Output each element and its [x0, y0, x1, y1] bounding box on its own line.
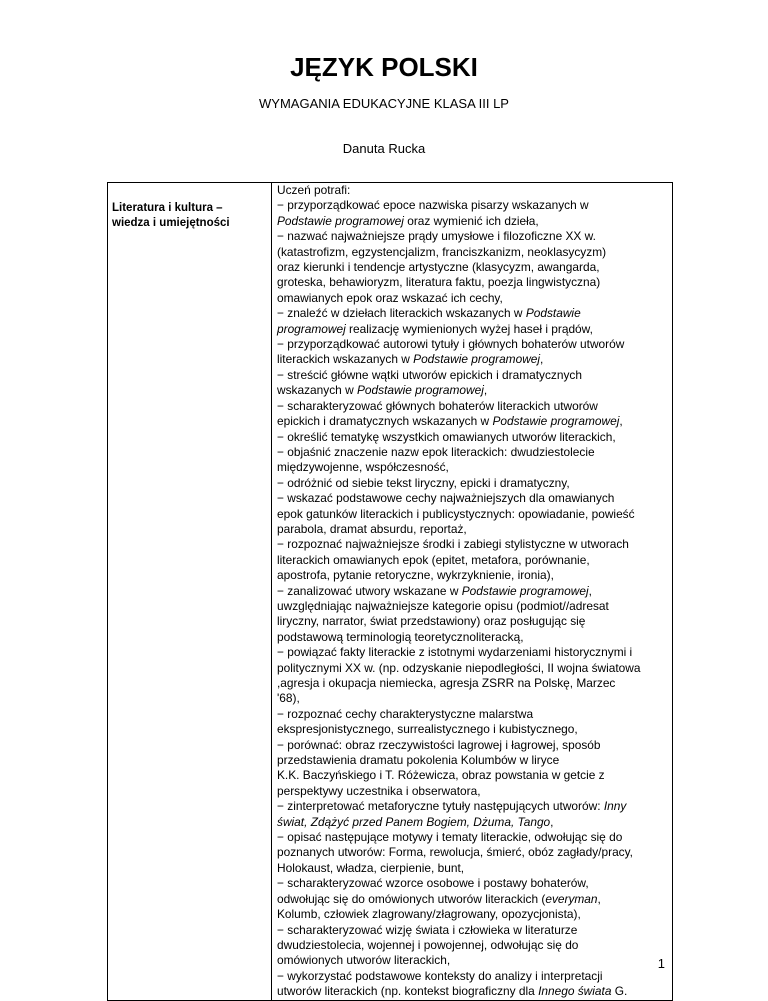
requirement-line: [277, 676, 669, 691]
requirement-line: [277, 753, 669, 768]
text-run: ,: [597, 891, 601, 906]
requirement-line: [277, 815, 669, 830]
text-run: G.: [611, 984, 628, 999]
requirement-line: [277, 322, 669, 337]
text-run: − zanalizować utwory wskazane w: [277, 583, 462, 598]
requirement-line: [277, 368, 669, 383]
requirement-line: [277, 645, 669, 660]
requirement-line: [277, 691, 669, 706]
page-number: 1: [657, 956, 665, 971]
requirement-line: [277, 599, 669, 614]
text-run: − nazwać najważniejsze prądy umysłowe i filozoficzne XX w.: [277, 229, 596, 244]
category-label-line1: Literatura i kultura –: [112, 202, 223, 214]
text-run: − scharakteryzować głównych bohaterów literackich utworów: [277, 398, 598, 413]
text-run: perspektywy uczestnika i obserwatora,: [277, 783, 481, 798]
text-run: poznanych utworów: Forma, rewolucja, śmierć, obóz zagłady/pracy,: [277, 845, 633, 860]
requirement-line: [277, 969, 669, 984]
text-run: − zinterpretować metaforyczne tytuły następujących utworów:: [277, 799, 604, 814]
requirement-line: [277, 537, 669, 552]
italic-text: Podstawie programowej: [461, 583, 589, 598]
text-run: oraz kierunki i tendencje artystyczne (klasycyzm, awangarda,: [277, 260, 600, 275]
text-run: przedstawienia dramatu pokolenia Kolumbów w liryce: [277, 753, 560, 768]
text-run: literackich omawianych epok (epitet, metafora, porównanie,: [277, 552, 590, 567]
text-run: politycznymi XX w. (np. odzyskanie niepodległości, II wojna światowa: [277, 660, 641, 675]
text-run: ,: [540, 352, 544, 367]
requirement-line: [277, 445, 669, 460]
text-run: − opisać następujące motywy i tematy literackie, odwołując się do: [277, 830, 623, 845]
requirement-line: [277, 183, 669, 198]
requirement-line: [277, 784, 669, 799]
requirement-line: [277, 245, 669, 260]
requirement-line: [277, 830, 669, 845]
text-run: − wykorzystać podstawowe konteksty do analizy i interpretacji: [277, 968, 603, 983]
requirement-line: [277, 430, 669, 445]
requirement-line: [277, 553, 669, 568]
text-run: utworów literackich (np. kontekst biograficzny dla: [277, 984, 539, 999]
requirement-line: [277, 938, 669, 953]
text-run: − scharakteryzować wzorce osobowe i postawy bohaterów,: [277, 876, 589, 891]
requirement-line: [277, 953, 669, 968]
requirement-line: [277, 907, 669, 922]
text-run: − przyporządkować autorowi tytuły i głównych bohaterów utworów: [277, 337, 625, 352]
italic-text: Podstawie programowej: [277, 213, 404, 228]
requirement-line: [277, 876, 669, 891]
requirement-line: [277, 722, 669, 737]
table-row: [108, 183, 673, 1001]
requirement-line: [277, 738, 669, 753]
text-run: ,: [483, 383, 488, 398]
text-run: parabola, dramat absurdu, reportaż,: [277, 521, 467, 536]
italic-text: programowej: [277, 321, 346, 336]
requirement-line: [277, 414, 669, 429]
requirements-cell: [272, 183, 673, 1001]
text-run: − przyporządkować epoce nazwiska pisarzy wskazanych w: [277, 198, 589, 213]
text-run: podstawową terminologią teoretycznoliteracką,: [277, 629, 524, 644]
requirement-line: [277, 984, 669, 999]
text-run: (katastrofizm, egzystencjalizm, franciszkanizm, neoklasycyzm): [277, 244, 607, 259]
requirement-line: [277, 892, 669, 907]
requirement-line: [277, 661, 669, 676]
text-run: − rozpoznać najważniejsze środki i zabiegi stylistyczne w utworach: [277, 537, 629, 552]
requirement-line: [277, 507, 669, 522]
text-run: groteska, behawioryzm, literatura faktu, poezja lingwistyczna): [277, 275, 601, 290]
text-run: − scharakteryzować wizję świata i człowieka w literaturze: [277, 922, 578, 937]
italic-text: Podstawie programowej: [356, 383, 484, 398]
text-run: omawianych epok oraz wskazać ich cechy,: [277, 290, 503, 305]
text-run: Uczeń potrafi:: [277, 183, 351, 197]
italic-text: Inny: [603, 799, 627, 814]
text-run: − rozpoznać cechy charakterystyczne malarstwa: [277, 706, 534, 721]
requirement-line: [277, 630, 669, 645]
requirement-line: [277, 460, 669, 475]
text-run: epok gatunków literackich i publicystycznych: opowiadanie, powieść: [277, 506, 635, 521]
document-author: Danuta Rucka: [342, 141, 426, 156]
italic-text: Podstawie programowej: [492, 414, 620, 429]
requirement-line: [277, 923, 669, 938]
italic-text: Podstawie programowej: [413, 352, 541, 367]
requirement-line: [277, 214, 669, 229]
text-run: ,: [588, 583, 592, 598]
text-run: ekspresjonistycznego, surrealistycznego i kubistycznego,: [277, 722, 578, 737]
text-run: epickich i dramatycznych wskazanych w: [277, 414, 493, 429]
requirement-line: [277, 306, 669, 321]
italic-text: Innego świata: [538, 984, 612, 999]
requirement-line: [277, 275, 669, 290]
requirement-line: [277, 522, 669, 537]
text-run: Kolumb, człowiek zlagrowany/złagrowany, opozycjonista),: [277, 907, 581, 922]
text-run: międzywojenne, współczesność,: [277, 460, 449, 475]
text-run: − odróżnić od siebie tekst liryczny, epicki i dramatyczny,: [277, 475, 570, 490]
text-run: − objaśnić znaczenie nazw epok literackich: dwudziestolecie: [277, 444, 595, 459]
text-run: uwzględniając najważniejsze kategorie opisu (podmiot//adresat: [277, 598, 609, 613]
requirement-line: [277, 198, 669, 213]
text-run: odwołując się do omówionych utworów literackich (: [277, 891, 546, 906]
text-run: dwudziestolecia, wojennej i powojennej, odwołując się do: [277, 937, 579, 952]
requirement-line: [277, 707, 669, 722]
text-run: literackich wskazanych w: [277, 352, 414, 367]
text-run: − powiązać fakty literackie z istotnymi wydarzeniami historycznymi i: [277, 645, 633, 660]
requirement-line: [277, 568, 669, 583]
text-run: ,agresja i okupacja niemiecka, agresja ZSRR na Polskę, Marzec: [277, 676, 616, 690]
text-run: realizację wymienionych wyżej haseł i prądów,: [345, 321, 593, 336]
requirement-line: [277, 399, 669, 414]
italic-text: Podstawie: [525, 306, 581, 321]
text-run: − znaleźć w dziełach literackich wskazanych w: [277, 306, 526, 321]
requirement-line: [277, 861, 669, 876]
requirement-line: [277, 229, 669, 244]
text-run: ,: [550, 814, 554, 829]
text-run: − wskazać podstawowe cechy najważniejszych dla omawianych: [277, 491, 615, 506]
text-run: oraz wymienić ich dzieła,: [403, 213, 539, 228]
requirement-line: [277, 845, 669, 860]
category-cell: [108, 183, 272, 1001]
document-subtitle: WYMAGANIA EDUKACYJNE KLASA III LP: [259, 96, 509, 111]
requirement-line: [277, 291, 669, 306]
document-title: JĘZYK POLSKI: [290, 52, 478, 82]
requirement-line: [277, 799, 669, 814]
text-run: Holokaust, władza, cierpienie, bunt,: [277, 860, 465, 875]
requirement-line: [277, 260, 669, 275]
requirement-line: [277, 491, 669, 506]
text-run: '68),: [277, 691, 300, 706]
text-run: apostrofa, pytanie retoryczne, wykrzyknienie, ironia),: [277, 568, 554, 583]
requirement-line: [277, 768, 669, 783]
text-run: wskazanych w: [277, 383, 357, 398]
requirement-line: [277, 352, 669, 367]
text-run: ,: [619, 414, 623, 429]
requirement-line: [277, 584, 669, 599]
category-label-line2: wiedza i umiejętności: [112, 217, 230, 230]
text-run: omówionych utworów literackich,: [277, 953, 451, 968]
requirements-table: [107, 182, 673, 1001]
text-run: − określić tematykę wszystkich omawianych utworów literackich,: [277, 429, 616, 444]
requirement-line: [277, 476, 669, 491]
text-run: K.K. Baczyńskiego i T. Różewicza, obraz powstania w getcie z: [277, 768, 605, 783]
requirement-line: [277, 614, 669, 629]
requirement-line: [277, 337, 669, 352]
requirement-line: [277, 383, 669, 398]
italic-text: everyman: [545, 891, 598, 906]
text-run: − streścić główne wątki utworów epickich i dramatycznych: [277, 367, 582, 382]
italic-text: świat, Zdążyć przed Panem Bogiem, Dżuma, Tango: [277, 814, 551, 829]
text-run: − porównać: obraz rzeczywistości lagrowej i łagrowej, sposób: [277, 737, 601, 752]
text-run: liryczny, narrator, świat przedstawiony) oraz posługując się: [277, 614, 586, 629]
